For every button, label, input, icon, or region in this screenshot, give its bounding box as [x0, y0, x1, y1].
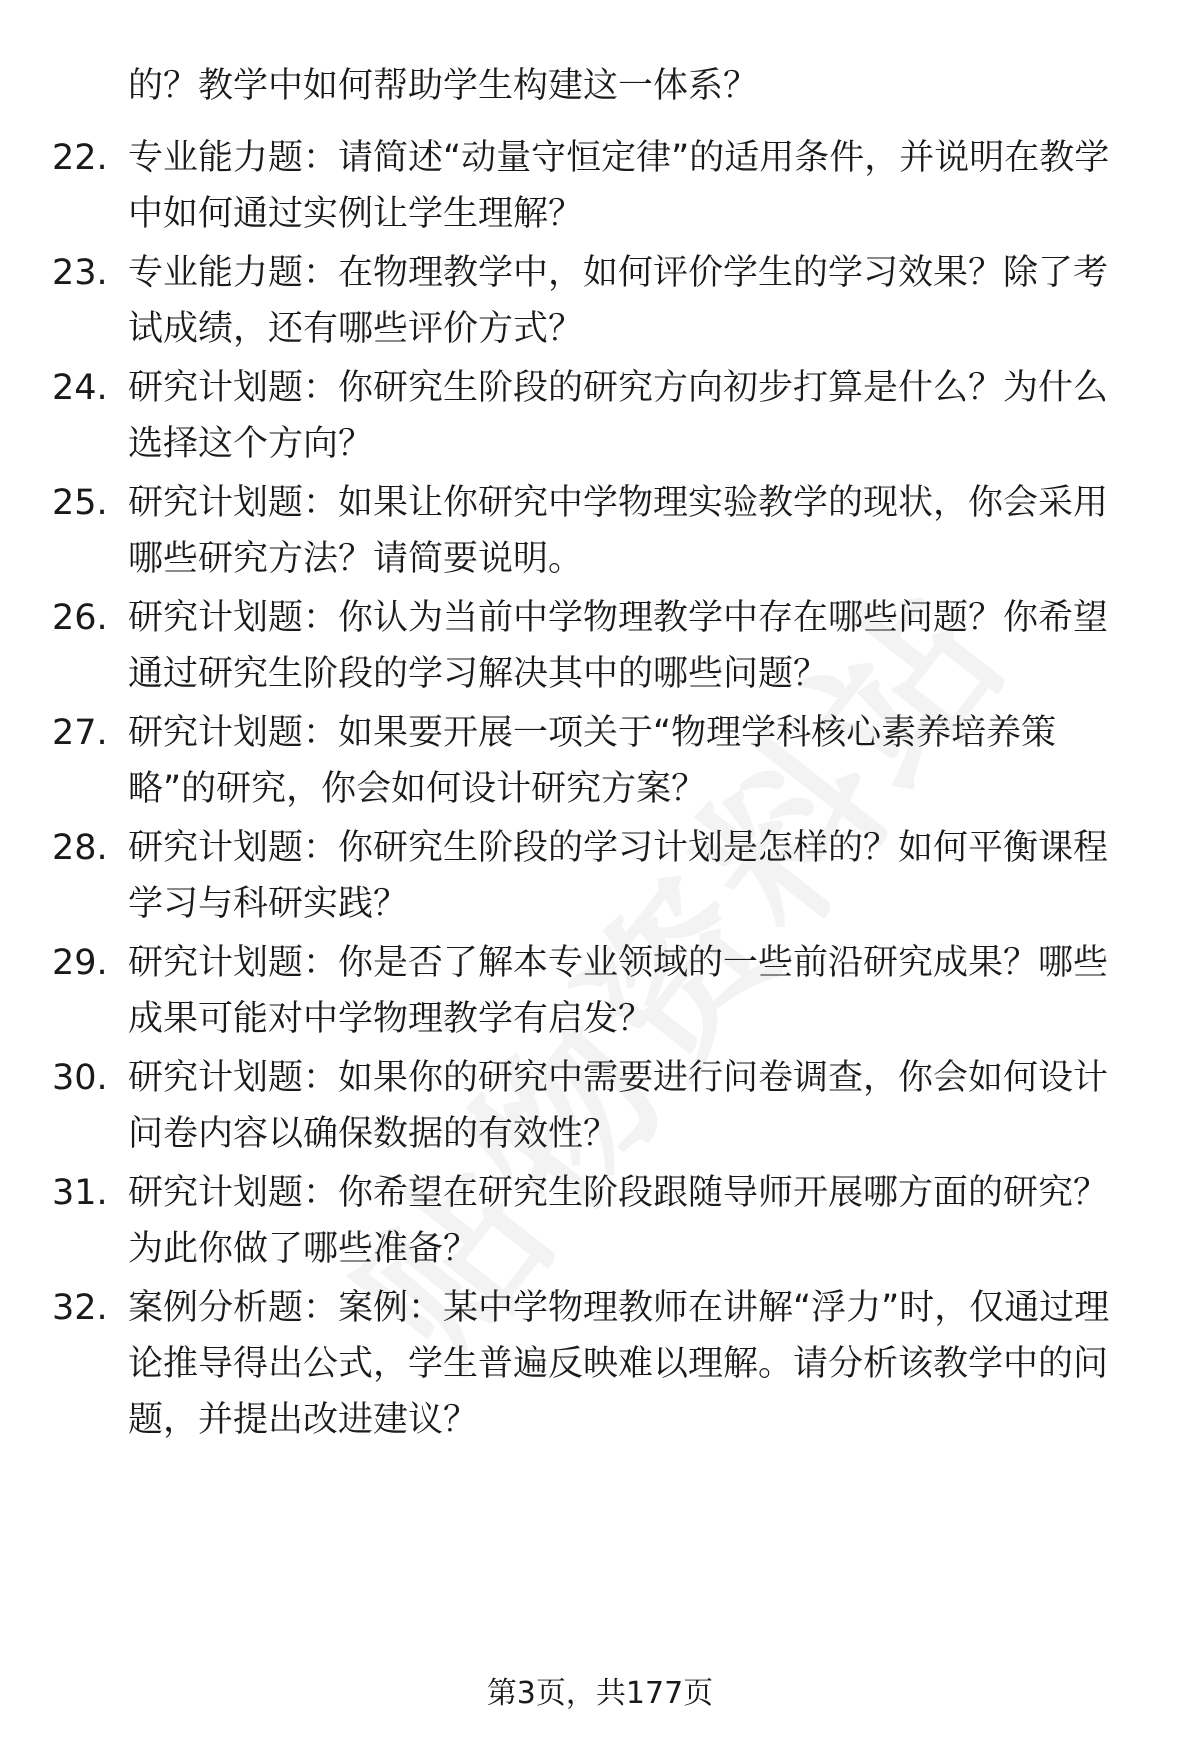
item-text: 研究计划题：如果你的研究中需要进行问卷调查，你会如何设计问卷内容以确保数据的有效性？	[128, 1058, 1109, 1154]
item-number: 23.	[52, 253, 108, 293]
item-number: 29.	[52, 943, 108, 983]
item-number: 24.	[52, 368, 108, 408]
item-number: 25.	[52, 483, 108, 523]
item-text: 案例分析题：案例：某中学物理教师在讲解“浮力”时，仅通过理论推导得出公式，学生普遍反映难以理解。请分析该教学中的问题，并提出改进建议？	[128, 1288, 1110, 1440]
item-text: 专业能力题：请简述“动量守恒定律”的适用条件，并说明在教学中如何通过实例让学生理解？	[128, 138, 1110, 234]
item-text: 研究计划题：你研究生阶段的学习计划是怎样的？如何平衡课程学习与科研实践？	[128, 828, 1109, 924]
item-text: 研究计划题：你认为当前中学物理教学中存在哪些问题？你希望通过研究生阶段的学习解决其中的哪些问题？	[128, 598, 1109, 694]
item-text: 研究计划题：你研究生阶段的研究方向初步打算是什么？为什么选择这个方向？	[128, 368, 1109, 464]
item-number: 27.	[52, 713, 108, 753]
item-text: 研究计划题：你是否了解本专业领域的一些前沿研究成果？哪些成果可能对中学物理教学有启发？	[128, 943, 1109, 1039]
item-number: 28.	[52, 828, 108, 868]
item-text: 研究计划题：如果要开展一项关于“物理学科核心素养培养策略”的研究，你会如何设计研究方案？	[128, 713, 1057, 809]
item-number: 31.	[52, 1173, 108, 1213]
item-number: 22.	[52, 138, 108, 178]
item-number: 32.	[52, 1288, 108, 1328]
item-number: 30.	[52, 1058, 108, 1098]
item-text: 研究计划题：你希望在研究生阶段跟随导师开展哪方面的研究？为此你做了哪些准备？	[128, 1173, 1109, 1269]
item-text: 研究计划题：如果让你研究中学物理实验教学的现状，你会采用哪些研究方法？请简要说明。	[128, 483, 1109, 579]
continuation-text: 的？教学中如何帮助学生构建这一体系？	[128, 66, 759, 106]
item-text: 专业能力题：在物理教学中，如何评价学生的学习效果？除了考试成绩，还有哪些评价方式？	[128, 253, 1109, 349]
item-number: 26.	[52, 598, 108, 638]
page-footer: 第3页，共177页	[486, 1676, 714, 1711]
